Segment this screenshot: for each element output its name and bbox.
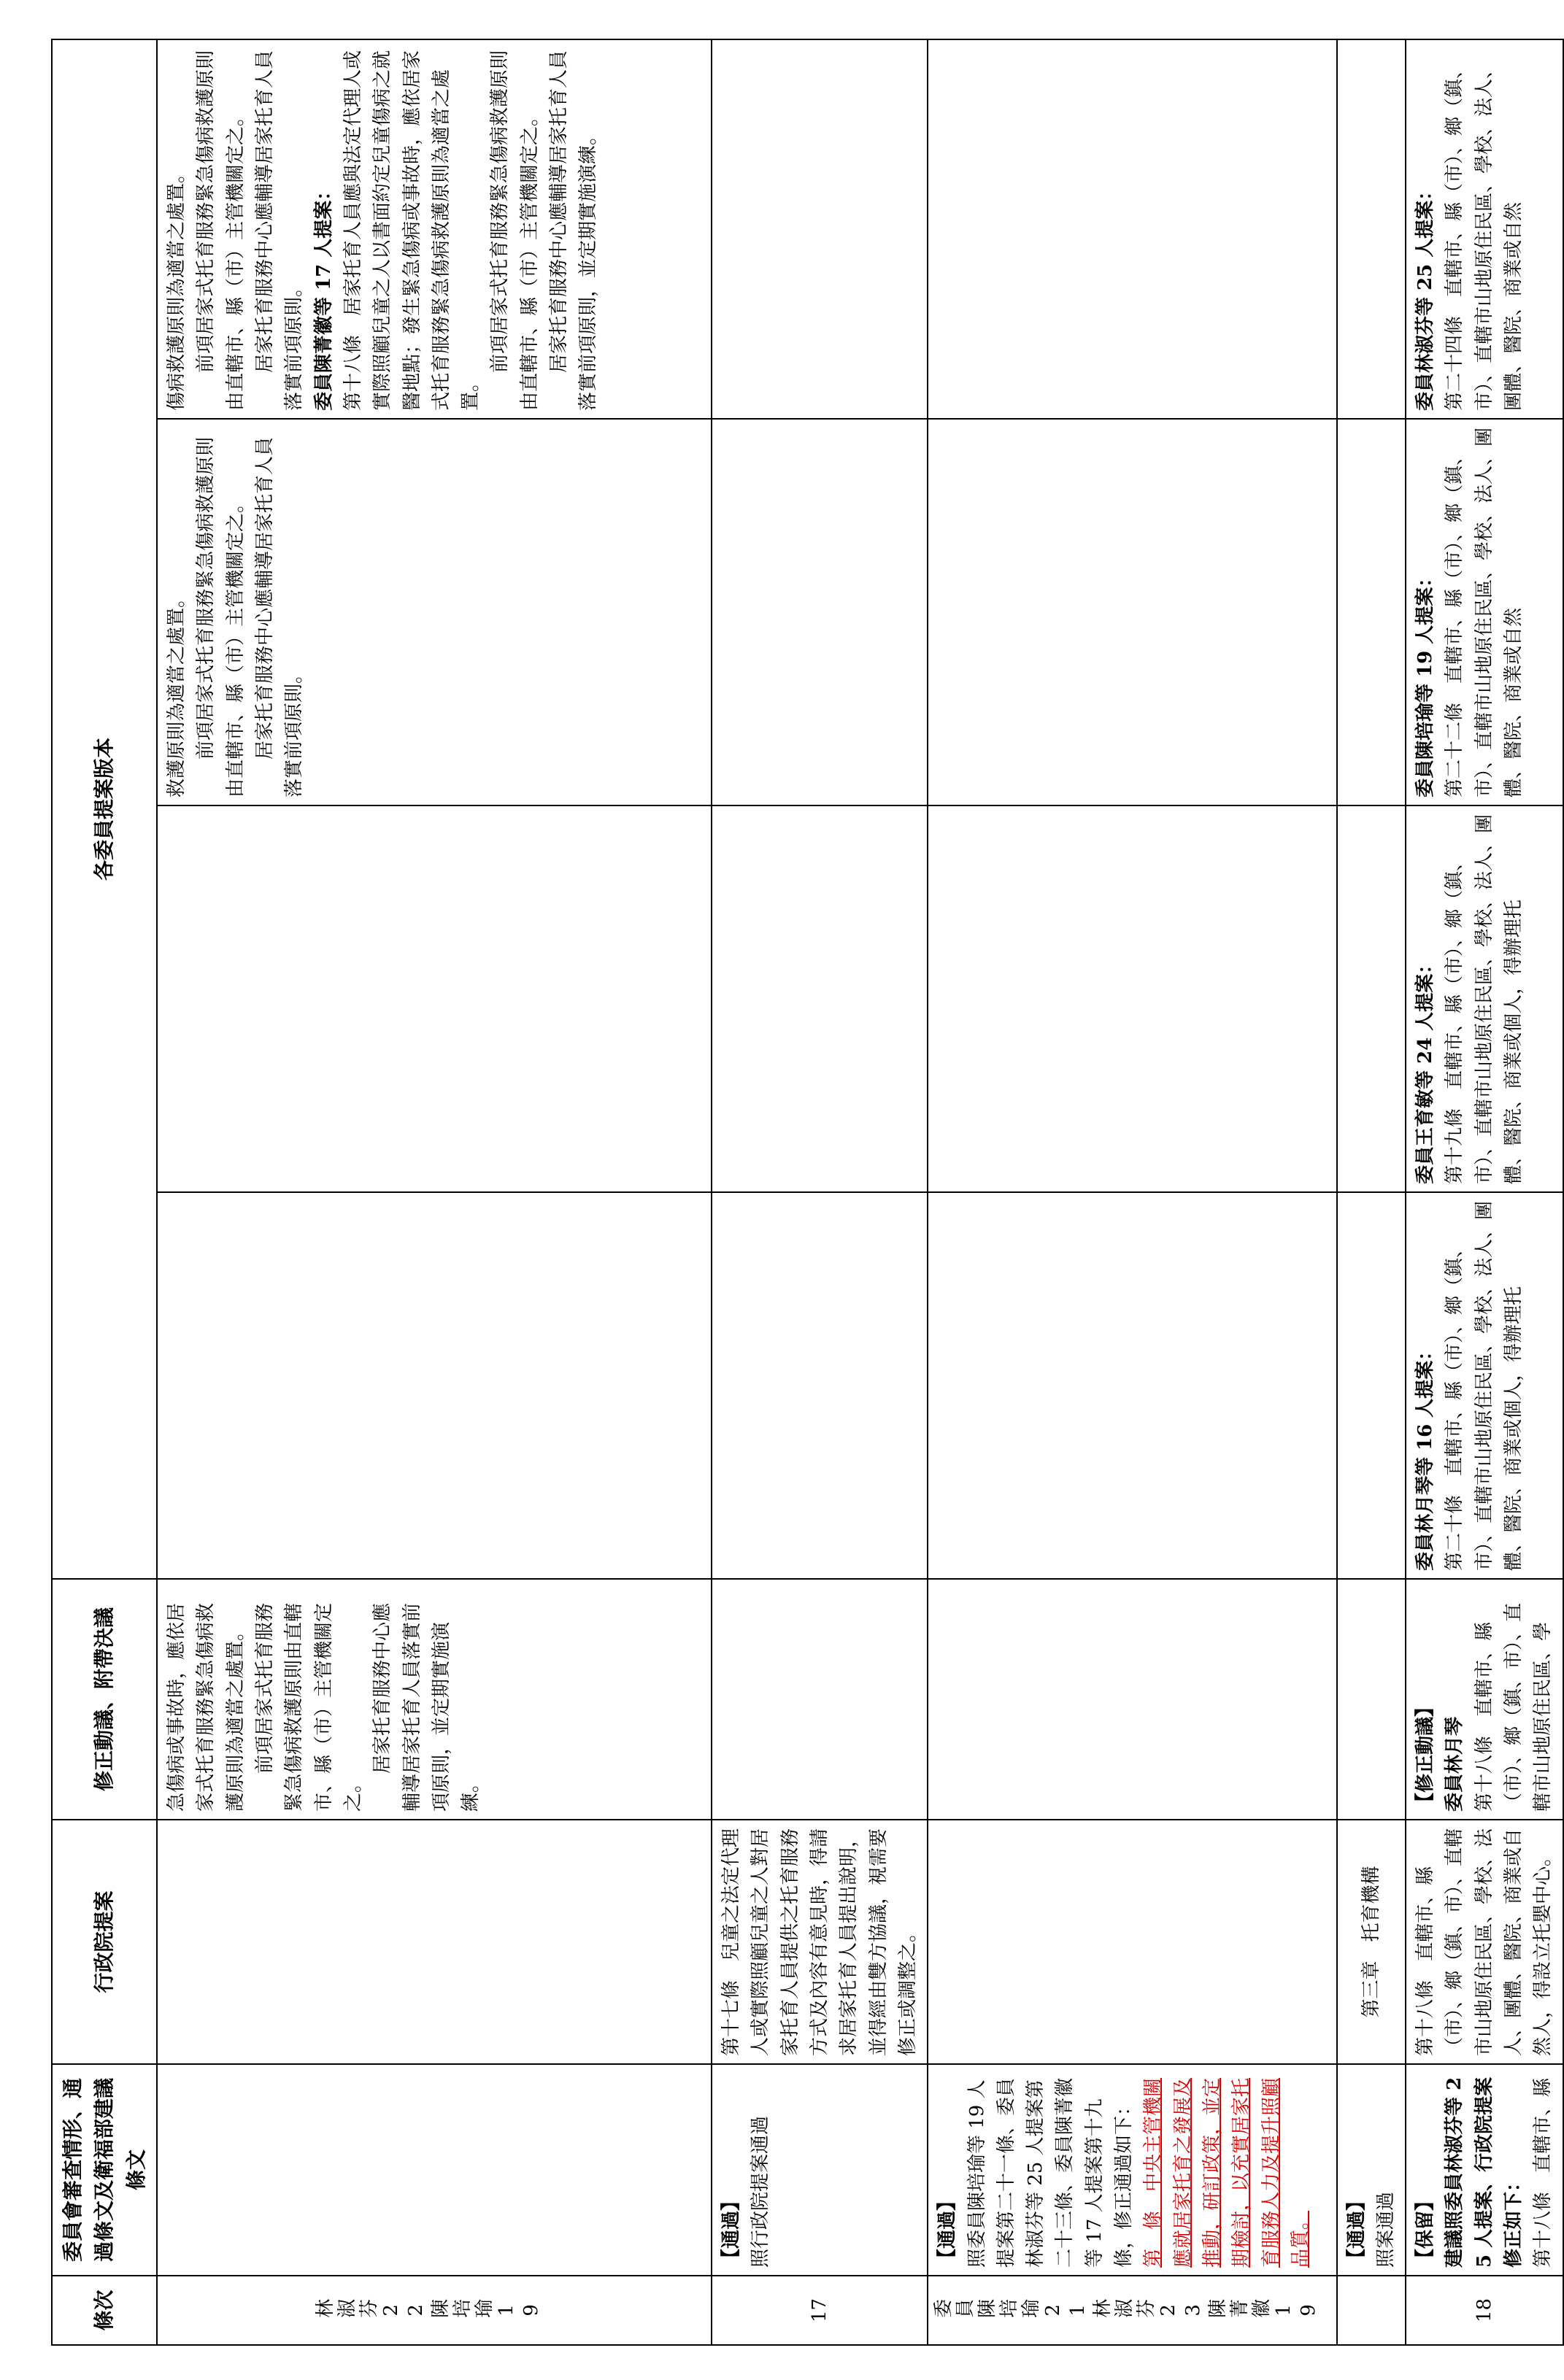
exec-text: 第十七條 兒童之法定代理人或實際照顧兒童之人對居家托育人員提供之托育服務方式及內容有意見時，得請求居家托育人員提出說明，並得經由雙方協議，視需要修正或調整之。 [720, 1828, 919, 2056]
header-motion: 修正動議、附帶決議 [52, 1579, 157, 1820]
review-tag: 【通過】 [720, 2191, 743, 2268]
review-cell [157, 2064, 712, 2276]
chapter-heading: 第三章 托育機構 [1360, 1866, 1382, 2018]
header-review: 委員會審查情形、通過條文及衛福部建議條文 [52, 2064, 157, 2276]
proposal-heading: 委員陳菁徽等 17 人提案： [312, 181, 335, 411]
article-number: 林淑芬22陳培瑜19 [315, 2299, 546, 2322]
table-row: 【通過】 照案通過 第三章 托育機構 [1337, 39, 1406, 2345]
table-row [157, 39, 712, 2345]
motion-cell: 急傷病或事故時，應依居家式托育服務緊急傷病救護原則為適當之處置。 前項居家式托育服務緊急傷病救護原則由直轄市、縣（市）主管機關定之。 居家托育服務中心應輔導居家托育人員落實前項原則，並定期實施演練。 [157, 1579, 712, 1820]
rotated-page [51, 40, 1555, 2346]
proposal-cell [157, 805, 712, 1192]
proposal-heading: 委員陳培瑜等 19 人提案： [1414, 568, 1437, 797]
header-proposals: 各委員提案版本 [52, 39, 157, 1579]
comparison-table [51, 39, 1564, 2346]
motion-tag: 【修正動議】 [1414, 1697, 1437, 1812]
article-number: 18 [1406, 2276, 1563, 2345]
proposal-heading: 委員林月琴等 16 人提案： [1414, 1341, 1437, 1571]
header-exec: 行政院提案 [52, 1820, 157, 2064]
proposal-heading: 委員王育敏等 24 人提案： [1414, 954, 1437, 1184]
review-tag: 【通過】 [936, 2191, 959, 2268]
exec-cell [157, 1820, 712, 2064]
proposal-cell: 救護原則為適當之處置。 前項居家式托育服務緊急傷病救護原則由直轄市、縣（市）主管機關定之。 居家托育服務中心應輔導居家托育人員落實前項原則。 [157, 419, 712, 805]
review-tag: 【保留】 [1414, 2191, 1437, 2268]
proposal-cell: 傷病救護原則為適當之處置。 前項居家式托育服務緊急傷病救護原則由直轄市、縣（市）主管機關定之。 居家托育服務中心應輔導居家托育人員落實前項原則。 委員陳菁徽等 17 人提案： 第十八條 居家托育人員應與法定代理人或實際照顧兒童之人以書面約定兒童傷病之就醫地點；發生緊急傷病或事故時，應依居家式托育服務緊急傷病救護原則為適當之處置。 前項居家式托育服務緊急傷病救護原則由直轄市、縣（市）主管機關定之。 居家托育服務中心應輔導居家托育人員落實前項原則，並定期實施演練。 [157, 39, 712, 419]
table-row: 17 【通過】 照行政院提案通過 第十七條 兒童之法定代理人或實際照顧兒童之人對居家托育人員提供之托育服務方式及內容有意見時，得請求居家托育人員提出說明，並得經由雙方協議，視需要修正或調整之。 [712, 39, 928, 2345]
table-row: 委員陳培瑜21林淑芬23陳菁徽19 【通過】 照委員陳培瑜等 19 人提案第二十一條、委員林淑芬等 25 人提案第二十三條、委員陳菁徽等 17 人提案第十九條，修正通過如下： 第 條 中央主管機關應就居家托育之發展及推動，研訂政策，並定期檢討，以充實居家托育服務人力及提升照顧品質。 [928, 39, 1336, 2345]
article-number: 17 [712, 2276, 928, 2345]
review-revised-text: 第 條 中央主管機關應就居家托育之發展及推動，研訂政策，並定期檢討，以充實居家托育服務人力及提升照顧品質。 [1142, 2077, 1311, 2268]
header-article: 條次 [52, 2276, 157, 2345]
article-number: 委員陳培瑜21林淑芬23陳菁徽19 [933, 2299, 1323, 2322]
header-row [52, 39, 157, 2345]
exec-text: 第十八條 直轄市、縣（市）、鄉（鎮、市）、直轄市山地原住民區、學校、法人、團體、醫院、商業或自然人，得設立托嬰中心。 [1414, 1828, 1555, 2056]
review-tag: 【通過】 [1345, 2191, 1368, 2268]
proposal-cell [157, 1192, 712, 1579]
table-row: 18 【保留】 建議照委員林淑芬等 25 人提案、行政院提案修正如下： 第十八條 直轄市、縣 第十八條 直轄市、縣（市）、鄉（鎮、市）、直轄市山地原住民區、學校、法人、團體、醫院、商業或自然人，得設立托嬰中心。 【修正動議】 委員林月琴 第十八條 直轄市、縣（市）、鄉（鎮、市）、直轄市山地原住民區、學 委員林月琴等 16 人提案： 第二十條 直轄市、縣（市）、鄉（鎮、市）、直轄市山地原住民區、學校、法人、團體、醫院、商業或個人，得辦理托 委員王育敏等 24 人提案： 第十九條 直轄市、縣（市）、鄉（鎮、市）、直轄市山地原住民區、學校、法人、團體、醫院、商業或個人，得辦理托 委員陳培瑜等 19 人提案： 第二十二條 直轄市、縣（市）、鄉（鎮、市）、直轄市山地原住民區、學校、法人、團體、醫院、商業或自然 委員林淑芬等 25 人提案： 第二十四條 直轄市、縣（市）、鄉（鎮、市）、直轄市山地原住民區、學校、法人、團體、醫院、商業或自然 [1406, 39, 1563, 2345]
proposal-heading: 委員林淑芬等 25 人提案： [1414, 181, 1437, 411]
